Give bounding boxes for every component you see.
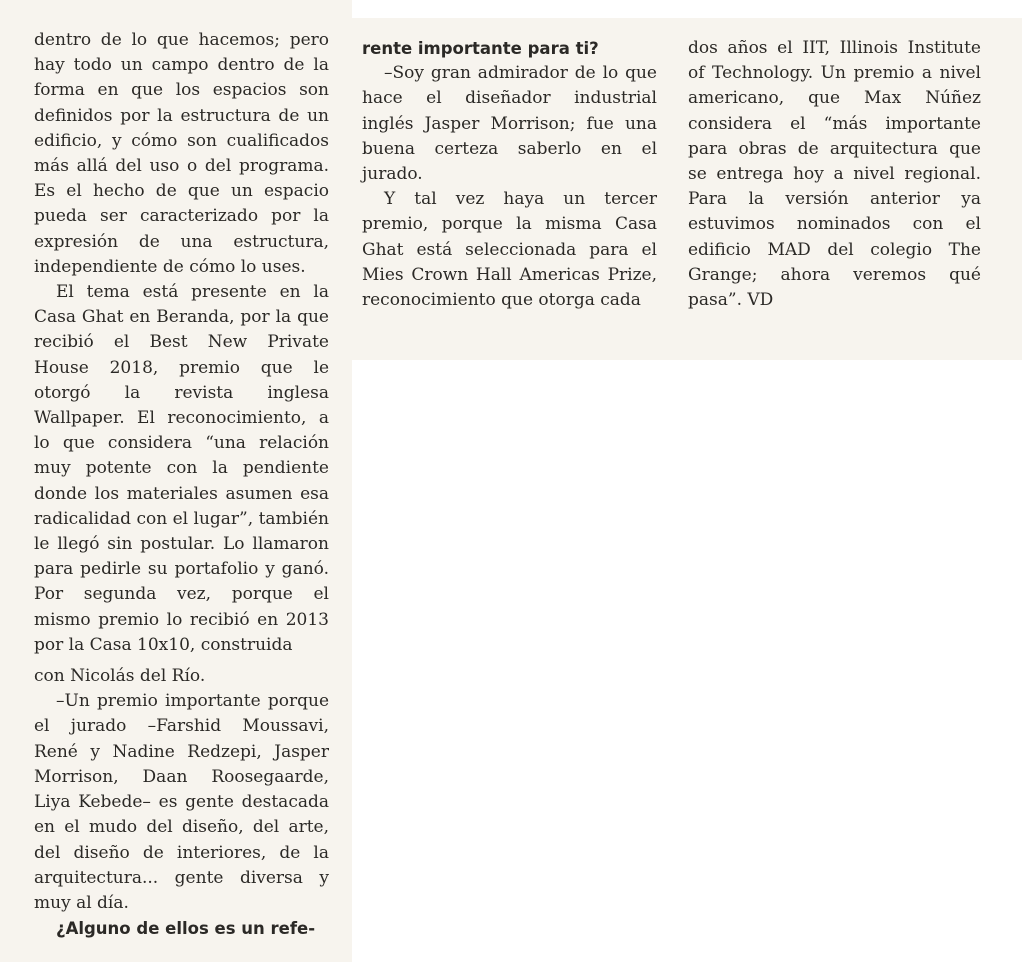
column-3 xyxy=(688,36,981,313)
col1-paragraph-4: –Un premio importante porque el jurado –Farshid Moussavi, René y Nadine Redzepi, Jasper Morrison, Daan Roosegaarde, Liya Kebede– es gente destacada en el mudo del diseño, del arte, del diseño de interiores, de la arquitectura... gente diversa y muy al día. xyxy=(34,691,329,913)
col1-paragraph-2: El tema está presente en la Casa Ghat en Beranda, por la que recibió el Best New Private House 2018, premio que le otorgó la revista inglesa Wallpaper. El reconocimiento, a lo que considera “una relación muy potente con la pendiente donde los materiales asumen esa radicalidad con el lugar”, también le llegó sin postular. Lo llamaron para pedirle su portafolio y ganó. Por segunda vez, porque el mismo premio lo recibió en 2013 por la Casa 10x10, construida xyxy=(34,282,329,655)
col3-paragraph-1: dos años el IIT, Illinois Institute of Technology. Un premio a nivel americano, que Max Núñez considera el “más importante para obras de arquitectura que se entrega hoy a nivel regional. Para la versión anterior ya estuvimos nominados con el edificio MAD del colegio The Grange; ahora veremos qué pasa”. VD xyxy=(688,38,981,311)
col1-paragraph-3: con Nicolás del Río. xyxy=(34,666,206,687)
col2-paragraph-1: –Soy gran admirador de lo que hace el diseñador industrial inglés Jasper Morrison; fue una buena certeza saberlo en el jurado. xyxy=(362,63,657,185)
col2-paragraph-2: Y tal vez haya un tercer premio, porque la misma Casa Ghat está seleccionada para el Mies Crown Hall Americas Prize, reconocimiento que otorga cada xyxy=(362,189,657,311)
col2-question: rente importante para ti? xyxy=(362,39,599,58)
col1-paragraph-1: dentro de lo que hacemos; pero hay todo un campo dentro de la forma en que los espacios son definidos por la estructura de un edificio, y cómo son cualificados más allá del uso o del programa. Es el hecho de que un espacio pueda ser caracterizado por la expresión de una estructura, independiente de cómo lo uses. xyxy=(34,30,329,277)
column-2 xyxy=(362,36,657,313)
col1-question: ¿Alguno de ellos es un refe- xyxy=(56,919,316,939)
column-1 xyxy=(34,28,329,941)
